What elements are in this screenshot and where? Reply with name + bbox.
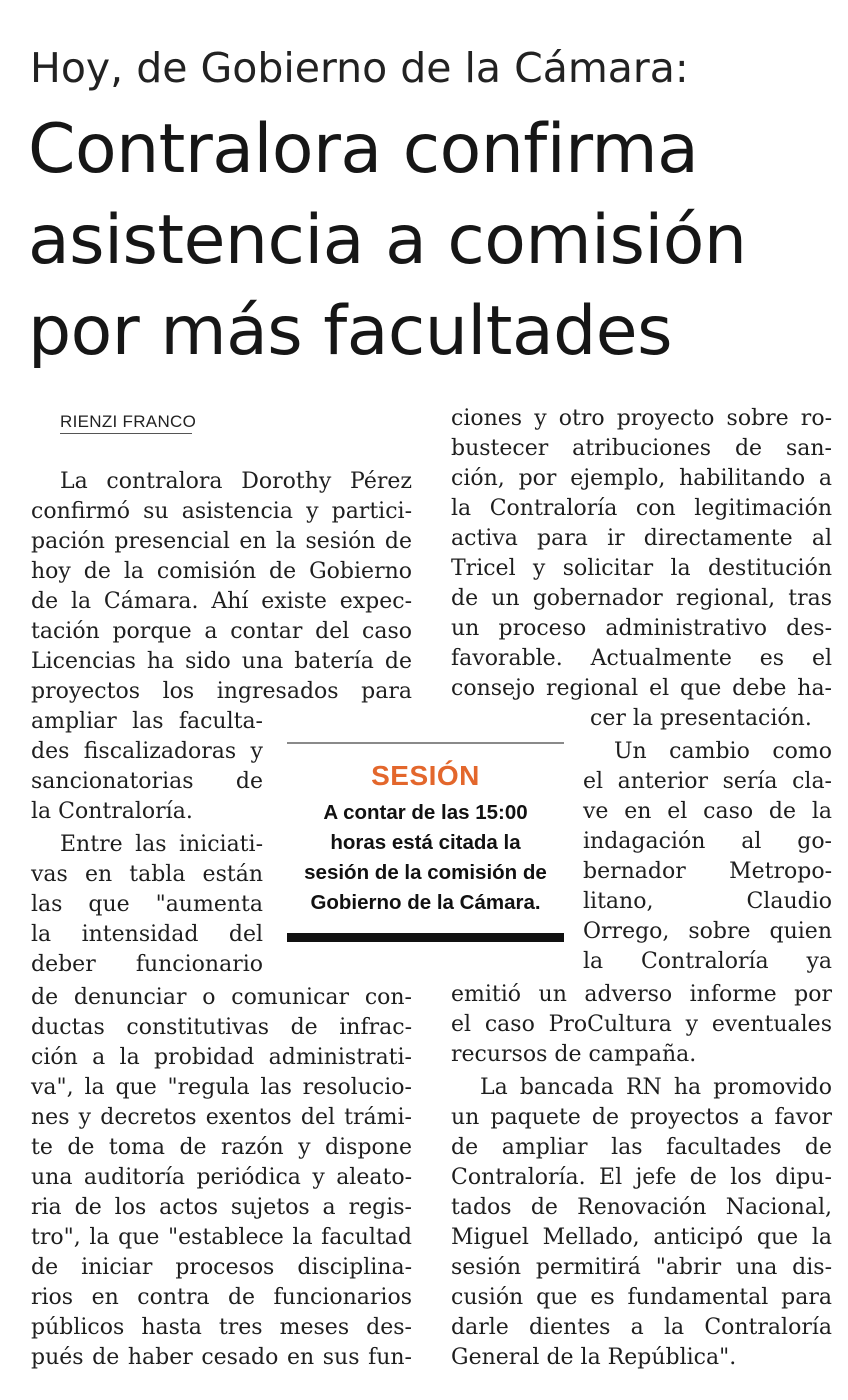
- body-line: vas en tabla están: [31, 862, 263, 887]
- body-line: ampliar las faculta-: [31, 709, 263, 734]
- byline-rule: [60, 433, 192, 434]
- body-line: pués de haber cesado en sus fun-: [31, 1345, 412, 1370]
- sidebar-label: SESIÓN: [371, 760, 480, 791]
- body-line: proyectos los ingresados para: [31, 679, 412, 704]
- body-line: de la Cámara. Ahí existe expec-: [31, 589, 412, 614]
- sidebar-top-rule: [287, 742, 564, 744]
- body-line: Miguel Mellado, anticipó que la: [451, 1225, 832, 1250]
- body-line: Licencias ha sido una batería de: [31, 649, 412, 674]
- body-line: litano, Claudio: [583, 889, 832, 914]
- body-line: las que "aumenta: [31, 892, 263, 917]
- body-line: tación porque a contar del caso: [31, 619, 412, 644]
- body-line: favorable. Actualmente es el: [451, 646, 832, 671]
- body-line: una auditoría periódica y aleato-: [31, 1165, 412, 1190]
- body-line: darle dientes a la Contraloría: [451, 1315, 832, 1340]
- body-line: públicos hasta tres meses des-: [31, 1315, 412, 1340]
- headline-line: Contralora confirma: [28, 110, 699, 189]
- body-line: nes y decretos exentos del trámi-: [31, 1105, 412, 1130]
- body-line: General de la República".: [451, 1345, 737, 1370]
- body-line: un paquete de proyectos a favor: [451, 1105, 832, 1130]
- body-line: recursos de campaña.: [451, 1042, 697, 1067]
- sidebar-line: sesión de la comisión de: [304, 861, 547, 884]
- byline: RIENZI FRANCO: [60, 412, 197, 431]
- body-line: rios en contra de funcionarios: [31, 1285, 412, 1310]
- body-line: de un gobernador regional, tras: [451, 586, 832, 611]
- body-line: activa para ir directamente al: [451, 526, 832, 551]
- sidebar-line: horas está citada la: [330, 831, 521, 854]
- article-headline: [28, 104, 838, 377]
- body-line: la Contraloría con legitimación: [451, 496, 832, 521]
- body-line: la Contraloría.: [31, 799, 193, 824]
- body-line: de ampliar las facultades de: [451, 1135, 832, 1160]
- body-line: el anterior sería cla-: [583, 769, 832, 794]
- body-line: Tricel y solicitar la destitución: [451, 556, 832, 581]
- body-line: hoy de la comisión de Gobierno: [31, 559, 412, 584]
- body-line: La contralora Dorothy Pérez: [60, 469, 412, 494]
- body-line: sesión permitirá "abrir una dis-: [451, 1255, 832, 1280]
- body-line: emitió un adverso informe por: [451, 982, 832, 1007]
- body-line: consejo regional el que debe ha-: [451, 676, 832, 701]
- body-line: Un cambio como: [614, 739, 832, 764]
- body-line: tados de Renovación Nacional,: [451, 1195, 832, 1220]
- body-line: des fiscalizadoras y: [31, 739, 263, 764]
- body-line: indagación al go-: [583, 829, 832, 854]
- sidebar-bottom-rule: [287, 933, 564, 942]
- body-line: deber funcionario: [31, 952, 263, 977]
- body-line: cer la presentación.: [590, 706, 812, 731]
- body-line: ción a la probidad administrati-: [31, 1045, 412, 1070]
- body-line: La bancada RN ha promovido: [480, 1075, 832, 1100]
- body-line: ciones y otro proyecto sobre ro-: [451, 406, 832, 431]
- sidebar-line: A contar de las 15:00: [323, 801, 528, 824]
- body-line: Orrego, sobre quien: [583, 919, 832, 944]
- body-line: Entre las iniciati-: [60, 832, 263, 857]
- body-line: confirmó su asistencia y partici-: [31, 499, 412, 524]
- body-line: Contraloría. El jefe de los dipu-: [451, 1165, 832, 1190]
- body-line: de iniciar procesos disciplina-: [31, 1255, 412, 1280]
- body-line: el caso ProCultura y eventuales: [451, 1012, 832, 1037]
- body-line: ria de los actos sujetos a regis-: [31, 1195, 412, 1220]
- body-line: bustecer atribuciones de san-: [451, 436, 832, 461]
- article-kicker: Hoy, de Gobierno de la Cámara:: [30, 44, 689, 92]
- body-line: te de toma de razón y dispone: [31, 1135, 412, 1160]
- body-line: ve en el caso de la: [583, 799, 832, 824]
- body-line: bernador Metropo-: [583, 859, 832, 884]
- body-line: la Contraloría ya: [583, 949, 832, 974]
- sidebar-line: Gobierno de la Cámara.: [310, 891, 541, 914]
- body-line: va", la que "regula las resolucio-: [31, 1075, 412, 1100]
- body-line: un proceso administrativo des-: [451, 616, 832, 641]
- body-line: sancionatorias de: [31, 769, 263, 794]
- body-line: la intensidad del: [31, 922, 263, 947]
- body-line: ción, por ejemplo, habilitando a: [451, 466, 832, 491]
- body-line: de denunciar o comunicar con-: [31, 985, 412, 1010]
- body-line: tro", la que "establece la facultad: [31, 1225, 412, 1250]
- headline-line: asistencia a comisión: [28, 201, 747, 280]
- body-line: pación presencial en la sesión de: [31, 529, 412, 554]
- headline-line: por más facultades: [28, 292, 673, 371]
- body-line: ductas constitutivas de infrac-: [31, 1015, 412, 1040]
- body-line: cusión que es fundamental para: [451, 1285, 832, 1310]
